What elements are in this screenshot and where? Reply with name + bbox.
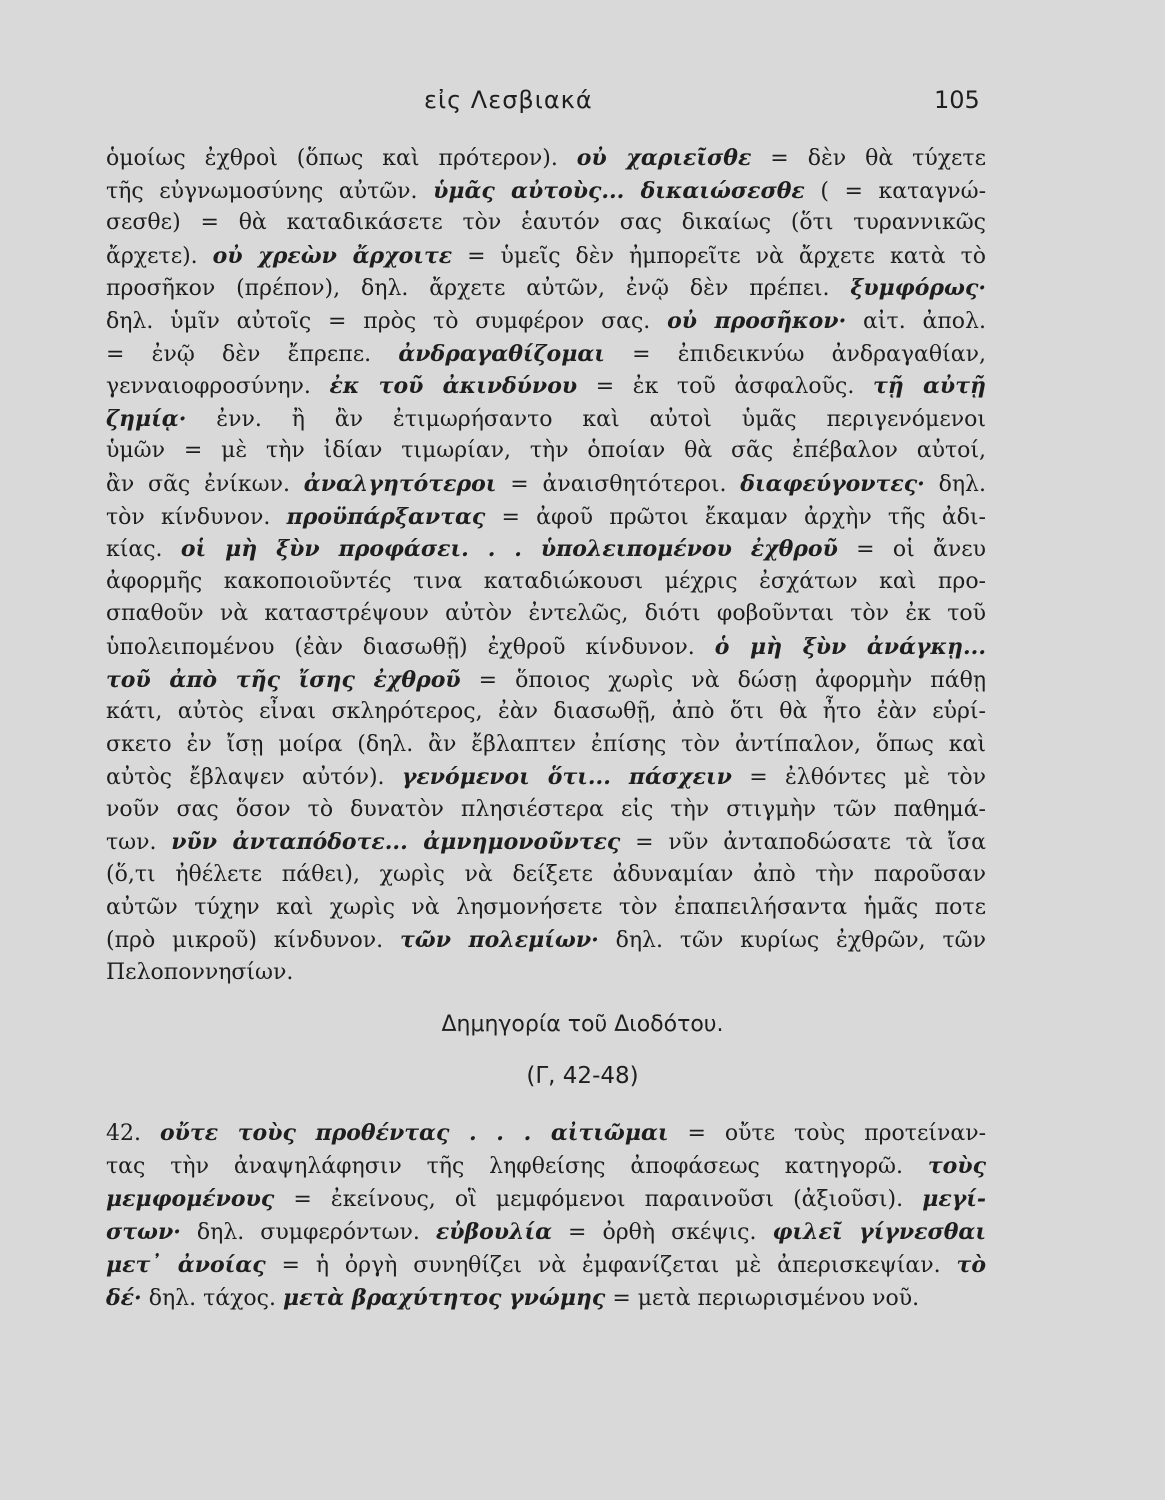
lemma: μετ᾽ ἀνοίας: [106, 1252, 266, 1278]
lemma: διαφεύγοντες·: [740, 470, 925, 497]
page-header: [0, 86, 1165, 122]
text-line: σπαθοῦν νὰ καταστρέψουν αὐτὸν ἐντελῶς, διότι φοβοῦνται τὸν ἐκ τοῦ: [106, 601, 986, 627]
text-line: ἂν σᾶς ἐνίκων. ἀναλγητότεροι = ἀναισθητότεροι. διαφεύγοντες· δηλ.: [106, 470, 986, 497]
lemma: οἱ μὴ ξὺν προφάσει. . . ὑπολειπομένου ἐχθροῦ: [180, 536, 838, 563]
text-line: κίας. οἱ μὴ ξὺν προφάσει. . . ὑπολειπομένου ἐχθροῦ = οἱ ἄνευ: [106, 536, 986, 563]
lemma: προϋπάρξαντας: [286, 503, 486, 530]
lemma: τοῦ ἀπὸ τῆς ἴσης ἐχθροῦ: [106, 666, 461, 693]
text-line: αὐτὸς ἔβλαψεν αὐτόν). γενόμενοι ὅτι... πάσχειν = ἐλθόντες μὲ τὸν: [106, 764, 986, 791]
text-line: γενναιοφροσύνην. ἐκ τοῦ ἀκινδύνου = ἐκ τοῦ ἀσφαλοῦς. τῇ αὐτῇ: [106, 373, 986, 400]
lemma: εὐβουλία: [435, 1219, 553, 1245]
text-line: τῆς εὐγνωμοσύνης αὐτῶν. ὑμᾶς αὐτοὺς... δικαιώσεσθε ( = καταγνώ-: [106, 177, 986, 204]
lemma: ὁ μὴ ξὺν ἀνάγκῃ...: [714, 633, 986, 660]
text-line: αὐτῶν τύχην καὶ χωρὶς νὰ λησμονήσετε τὸν ἐπαπειλήσαντα ἡμᾶς ποτε: [106, 894, 986, 920]
lemma: τοὺς: [927, 1153, 986, 1179]
text-line: κάτι, αὐτὸς εἶναι σκληρότερος, ἐὰν διασωθῇ, ἀπὸ ὅτι θὰ ἦτο ἐὰν εὑρί-: [106, 699, 986, 725]
lemma: δέ·: [106, 1285, 142, 1311]
lemma: τῶν πολεμίων·: [400, 927, 599, 954]
text-line: ἄρχετε). οὐ χρεὼν ἄρχοιτε = ὑμεῖς δὲν ἠμπορεῖτε νὰ ἄρχετε κατὰ τὸ: [106, 242, 986, 269]
text-line: (ὅ,τι ἠθέλετε πάθει), χωρὶς νὰ δείξετε ἀδυναμίαν ἀπὸ τὴν παροῦσαν: [106, 862, 986, 888]
lemma: οὐ προσῆκον·: [667, 307, 847, 334]
text-line: 42. οὔτε τοὺς προθέντας . . . αἰτιῶμαι = οὔτε τοὺς προτείναν-: [106, 1120, 986, 1146]
lemma: οὐ χρεὼν ἄρχοιτε: [212, 242, 453, 269]
lemma: γενόμενοι ὅτι... πάσχειν: [401, 764, 732, 791]
text-line: ἀφορμῆς κακοποιοῦντές τινα καταδιώκουσι μέχρις ἐσχάτων καὶ προ-: [106, 568, 986, 594]
text-line: σκετο ἐν ἴσῃ μοίρα (δηλ. ἂν ἔβλαπτεν ἐπίσης τὸν ἀντίπαλον, ὅπως καὶ: [106, 731, 986, 757]
lemma: μεγί-: [922, 1186, 986, 1212]
lemma: τῇ αὐτῇ: [872, 373, 986, 400]
lemma: τὸ: [956, 1252, 986, 1278]
text-line: των. νῦν ἀνταπόδοτε... ἀμνημονοῦντες = νῦν ἀνταποδώσατε τὰ ἴσα: [106, 829, 986, 856]
text-line: ὑπολειπομένου (ἐὰν διασωθῇ) ἐχθροῦ κίνδυνον. ὁ μὴ ξὺν ἀνάγκῃ...: [106, 633, 986, 660]
page-number: 105: [934, 86, 980, 114]
text-line: μετ᾽ ἀνοίας = ἡ ὀργὴ συνηθίζει νὰ ἐμφανίζεται μὲ ἀπερισκεψίαν. τὸ: [106, 1252, 986, 1278]
lemma: μεμφομένους: [106, 1186, 275, 1212]
lemma: μετὰ βραχύτητος γνώμης: [282, 1285, 606, 1311]
text-line: δηλ. ὑμῖν αὐτοῖς = πρὸς τὸ συμφέρον σας. οὐ προσῆκον· αἰτ. ἀπολ.: [106, 307, 986, 334]
lemma: οὐ χαριεῖσθε: [576, 145, 752, 171]
lemma: νῦν ἀνταπόδοτε... ἀμνημονοῦντες: [171, 829, 621, 856]
text-line: προσῆκον (πρέπον), δηλ. ἄρχετε αὐτῶν, ἐνῷ δὲν πρέπει. ξυμφόρως·: [106, 275, 986, 302]
text-line: τὸν κίνδυνον. προϋπάρξαντας = ἀφοῦ πρῶτοι ἔκαμαν ἀρχὴν τῆς ἀδι-: [106, 503, 986, 530]
lemma: ξυμφόρως·: [850, 275, 986, 302]
lemma: ἐκ τοῦ ἀκινδύνου: [329, 373, 578, 400]
section-subheading: (Γ, 42-48): [526, 1063, 639, 1089]
text-line: τοῦ ἀπὸ τῆς ἴσης ἐχθροῦ = ὅποιος χωρὶς νὰ δώσῃ ἀφορμὴν πάθῃ: [106, 666, 986, 693]
text-line: ὁμοίως ἐχθροὶ (ὅπως καὶ πρότερον). οὐ χαριεῖσθε = δὲν θὰ τύχετε: [106, 145, 986, 171]
lemma: οὔτε τοὺς προθέντας . . . αἰτιῶμαι: [159, 1120, 669, 1146]
section-heading: Δημηγορία τοῦ Διοδότου.: [441, 1012, 724, 1037]
text-line: στων· δηλ. συμφερόντων. εὐβουλία = ὀρθὴ σκέψις. φιλεῖ γίγνεσθαι: [106, 1219, 986, 1245]
text-line: μεμφομένους = ἐκείνους, οἳ μεμφόμενοι παραινοῦσι (ἀξιοῦσι). μεγί-: [106, 1186, 986, 1212]
text-line: (πρὸ μικροῦ) κίνδυνον. τῶν πολεμίων· δηλ. τῶν κυρίως ἐχθρῶν, τῶν: [106, 927, 986, 954]
lemma: ζημίᾳ·: [106, 405, 187, 432]
text-line: Πελοποννησίων.: [106, 959, 294, 985]
lemma: ὑμᾶς αὐτοὺς... δικαιώσεσθε: [433, 177, 805, 204]
text-line: = ἐνῷ δὲν ἔπρεπε. ἀνδραγαθίζομαι = ἐπιδεικνύω ἀνδραγαθίαν,: [106, 340, 986, 367]
text-line: ὑμῶν = μὲ τὴν ἰδίαν τιμωρίαν, τὴν ὁποίαν θὰ σᾶς ἐπέβαλον αὐτοί,: [106, 438, 986, 464]
lemma: ἀναλγητότεροι: [303, 470, 497, 497]
text-line: τας τὴν ἀναψηλάφησιν τῆς ληφθείσης ἀποφάσεως κατηγορῶ. τοὺς: [106, 1153, 986, 1179]
lemma: στων·: [106, 1219, 181, 1245]
commentary-text: [106, 142, 986, 989]
text-line: σεσθε) = θὰ καταδικάσετε τὸν ἑαυτόν σας δικαίως (ὅτι τυραννικῶς: [106, 210, 986, 236]
lemma: φιλεῖ γίγνεσθαι: [772, 1219, 986, 1245]
section-42-text: [106, 1117, 986, 1315]
text-line: δέ· δηλ. τάχος. μετὰ βραχύτητος γνώμης = μετὰ περιωρισμένου νοῦ.: [106, 1285, 920, 1311]
text-line: νοῦν σας ὅσον τὸ δυνατὸν πλησιέστερα εἰς τὴν στιγμὴν τῶν παθημά-: [106, 796, 986, 822]
lemma: ἀνδραγαθίζομαι: [398, 340, 605, 367]
running-title: εἰς Λεσβιακά: [424, 86, 593, 114]
text-line: ζημίᾳ· ἐνν. ἢ ἂν ἐτιμωρήσαντο καὶ αὐτοὶ ὑμᾶς περιγενόμενοι: [106, 405, 986, 432]
